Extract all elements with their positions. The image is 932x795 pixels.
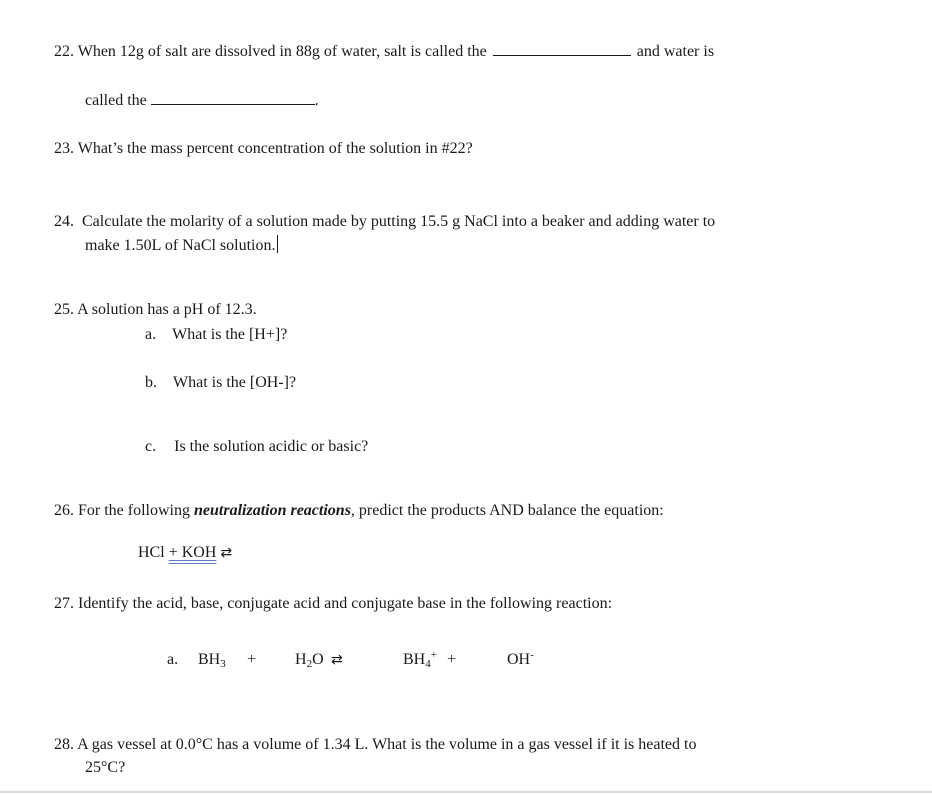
question-text: 25°C? [85, 759, 126, 776]
question-25-item-c [145, 436, 368, 458]
species-oh [507, 649, 534, 671]
subscript: 3 [220, 658, 226, 670]
item-marker: c. [145, 438, 157, 455]
question-28 [54, 734, 696, 756]
superscript: - [530, 649, 534, 661]
page-bottom-divider [0, 791, 932, 793]
question-26 [54, 500, 664, 522]
species-text: O [312, 651, 324, 668]
equilibrium-arrow-icon: ⇄ [220, 545, 233, 561]
question-text: and water is [636, 43, 715, 60]
text-cursor [277, 235, 278, 253]
answer-blank-solute[interactable] [493, 41, 631, 56]
reactant-koh: KOH [181, 544, 217, 561]
question-number: 26. [54, 502, 74, 519]
question-text: When 12g of salt are dissolved in 88g of water, salt is called the [77, 43, 487, 60]
subscript: 4 [425, 658, 431, 670]
question-number: 24. [54, 213, 74, 230]
plus-sign: + [168, 544, 178, 561]
answer-blank-solvent[interactable] [151, 90, 315, 105]
question-text: For the following [78, 502, 190, 519]
question-23 [54, 138, 473, 160]
item-marker: b. [145, 374, 157, 391]
item-marker: a. [145, 326, 157, 343]
plus-sign: + [447, 651, 457, 668]
question-25 [54, 299, 257, 321]
question-text: , predict the products AND balance the equation: [350, 502, 664, 519]
reactant-hcl: HCl [138, 544, 165, 561]
species-text: BH [403, 651, 426, 668]
item-text: What is the [H+]? [172, 326, 288, 343]
question-text: A gas vessel at 0.0°C has a volume of 1.34 L. What is the volume in a gas vessel if it is heated to [77, 736, 697, 753]
question-22-continued [85, 90, 319, 112]
question-number: 25. [54, 301, 74, 318]
question-28-continued [85, 757, 125, 779]
item-text: Is the solution acidic or basic? [174, 438, 369, 455]
item-text: What is the [OH-]? [173, 374, 297, 391]
subscript: 2 [306, 658, 313, 670]
superscript: + [430, 649, 437, 661]
question-27 [54, 593, 612, 615]
question-text: Identify the acid, base, conjugate acid and conjugate base in the following reaction: [78, 595, 613, 612]
question-24 [54, 211, 715, 233]
acid-base-reaction [167, 649, 547, 673]
species-h2o [295, 649, 324, 671]
question-25-item-b [145, 372, 296, 394]
period: . [314, 92, 319, 109]
question-text: make 1.50L of NaCl solution. [85, 237, 276, 254]
question-number: 23. [54, 140, 74, 157]
question-text: A solution has a pH of 12.3. [77, 301, 257, 318]
question-number: 22. [54, 43, 74, 60]
question-number: 27. [54, 595, 74, 612]
question-text: Calculate the molarity of a solution made by putting 15.5 g NaCl into a beaker and adding water to [82, 213, 716, 230]
item-marker: a. [167, 651, 179, 668]
plus-sign: + [247, 651, 257, 668]
species-text: H [295, 651, 307, 668]
species-text: OH [507, 651, 531, 668]
question-24-continued [85, 235, 278, 257]
species-text: BH [198, 651, 221, 668]
question-text: called the [85, 92, 147, 109]
question-22 [54, 41, 714, 63]
species-bh3 [198, 649, 226, 671]
equilibrium-arrow-icon: ⇄ [331, 652, 343, 668]
question-number: 28. [54, 736, 74, 753]
question-text: What’s the mass percent concentration of the solution in #22? [77, 140, 473, 157]
neutralization-equation [138, 542, 232, 564]
question-25-item-a [145, 324, 287, 346]
species-bh4 [403, 649, 437, 671]
emphasis-text: neutralization reactions [194, 502, 351, 519]
